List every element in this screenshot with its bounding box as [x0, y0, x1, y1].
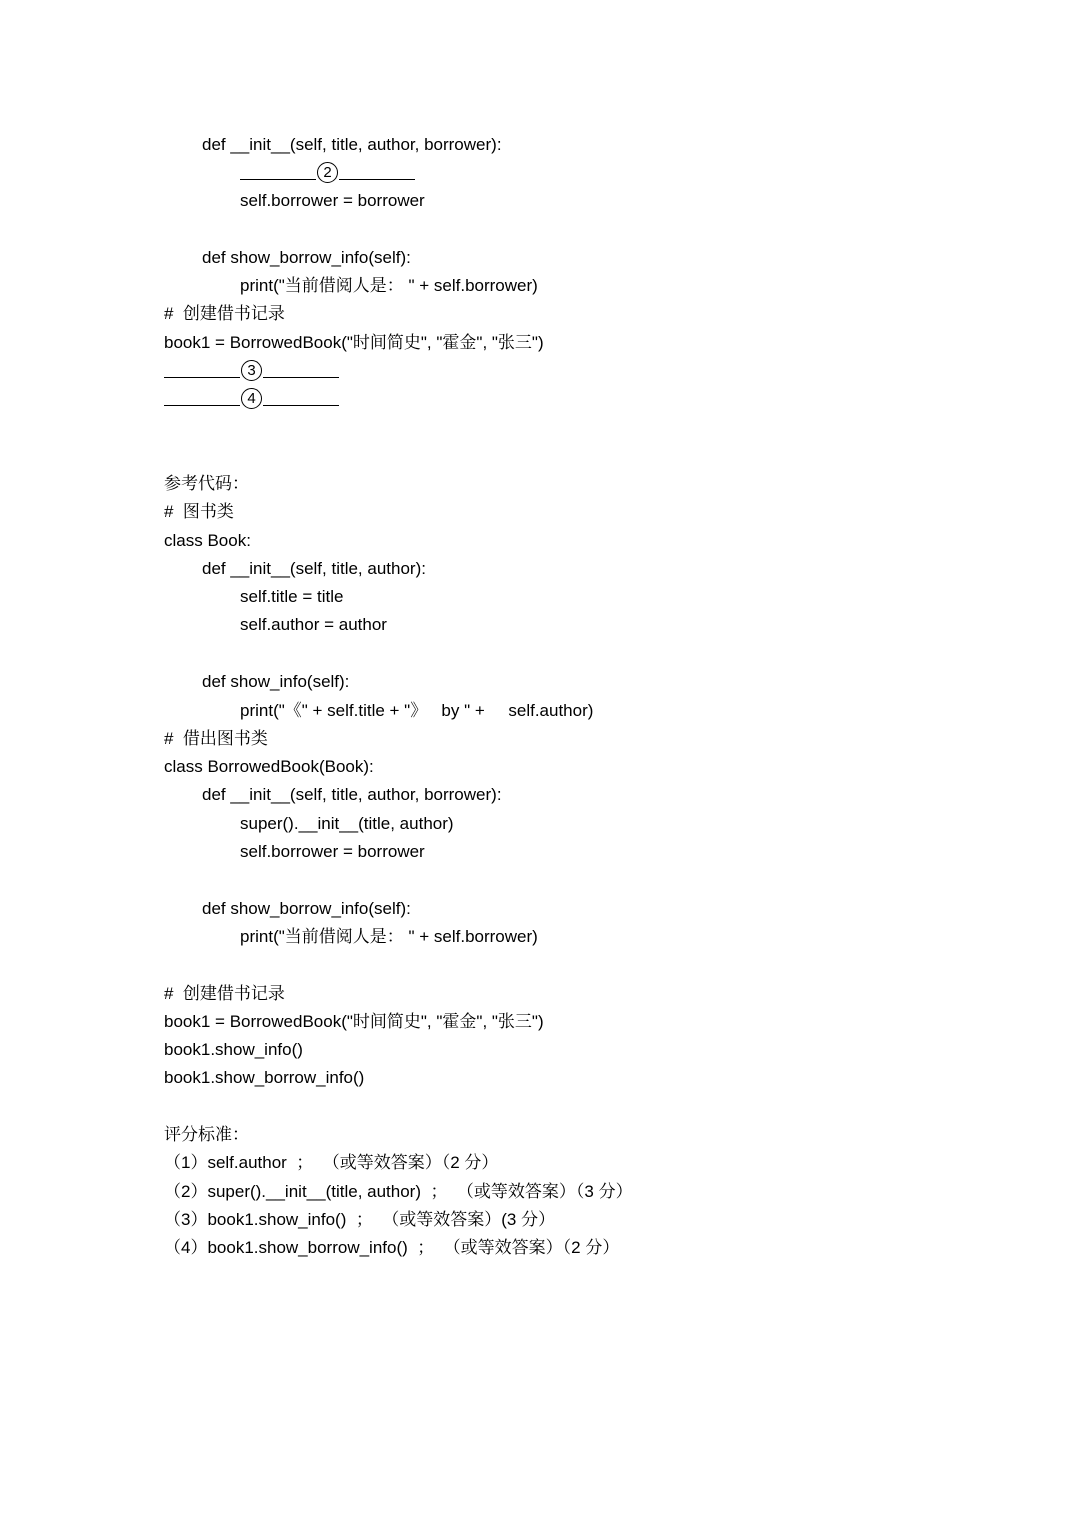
- blank-underline: [263, 359, 339, 378]
- code-line: print("当前借阅人是： " + self.borrower): [240, 927, 538, 946]
- answer-blank-4: [164, 387, 339, 411]
- code-comment: # 创建借书记录: [164, 304, 285, 323]
- blank-underline: [164, 387, 240, 406]
- code-line: def show_borrow_info(self):: [202, 248, 411, 267]
- blank-underline: [263, 387, 339, 406]
- code-line: print("当前借阅人是： " + self.borrower): [240, 276, 538, 295]
- code-line: class Book:: [164, 531, 251, 550]
- blank-number: 4: [241, 388, 262, 409]
- scoring-item: （3）book1.show_info() ； （或等效答案）(3 分）: [164, 1210, 556, 1229]
- code-line: def show_info(self):: [202, 672, 350, 691]
- scoring-heading: 评分标准：: [164, 1125, 249, 1144]
- code-line: print("《" + self.title + "》 by " + self.author): [240, 701, 594, 720]
- code-line: self.borrower = borrower: [240, 191, 425, 210]
- answer-blank-3: [164, 359, 339, 383]
- blank-underline: [339, 161, 415, 180]
- code-comment: # 创建借书记录: [164, 984, 285, 1003]
- scoring-item: （2）super().__init__(title, author) ； （或等效答案）（3 分）: [164, 1182, 633, 1201]
- code-line: def __init__(self, title, author, borrower):: [202, 135, 502, 154]
- code-line: self.title = title: [240, 587, 344, 606]
- scoring-item: （4）book1.show_borrow_info() ； （或等效答案）（2 分）: [164, 1238, 620, 1257]
- code-line: class BorrowedBook(Book):: [164, 757, 374, 776]
- code-comment: # 图书类: [164, 502, 234, 521]
- code-line: def __init__(self, title, author, borrower):: [202, 785, 502, 804]
- code-line: super().__init__(title, author): [240, 814, 454, 833]
- code-line: book1 = BorrowedBook("时间简史", "霍金", "张三"): [164, 333, 544, 352]
- answer-blank-2: [240, 161, 415, 185]
- code-line: self.author = author: [240, 615, 387, 634]
- code-line: book1.show_borrow_info(): [164, 1068, 365, 1087]
- code-line: def __init__(self, title, author):: [202, 559, 426, 578]
- blank-underline: [164, 359, 240, 378]
- scoring-item: （1）self.author ； （或等效答案）（2 分）: [164, 1153, 499, 1172]
- blank-number: 3: [241, 360, 262, 381]
- code-line: self.borrower = borrower: [240, 842, 425, 861]
- blank-underline: [240, 161, 316, 180]
- code-comment: # 借出图书类: [164, 729, 268, 748]
- code-line: def show_borrow_info(self):: [202, 899, 411, 918]
- blank-number: 2: [317, 162, 338, 183]
- code-line: book1 = BorrowedBook("时间简史", "霍金", "张三"): [164, 1012, 544, 1031]
- code-line: book1.show_info(): [164, 1040, 303, 1059]
- reference-heading: 参考代码：: [164, 474, 249, 493]
